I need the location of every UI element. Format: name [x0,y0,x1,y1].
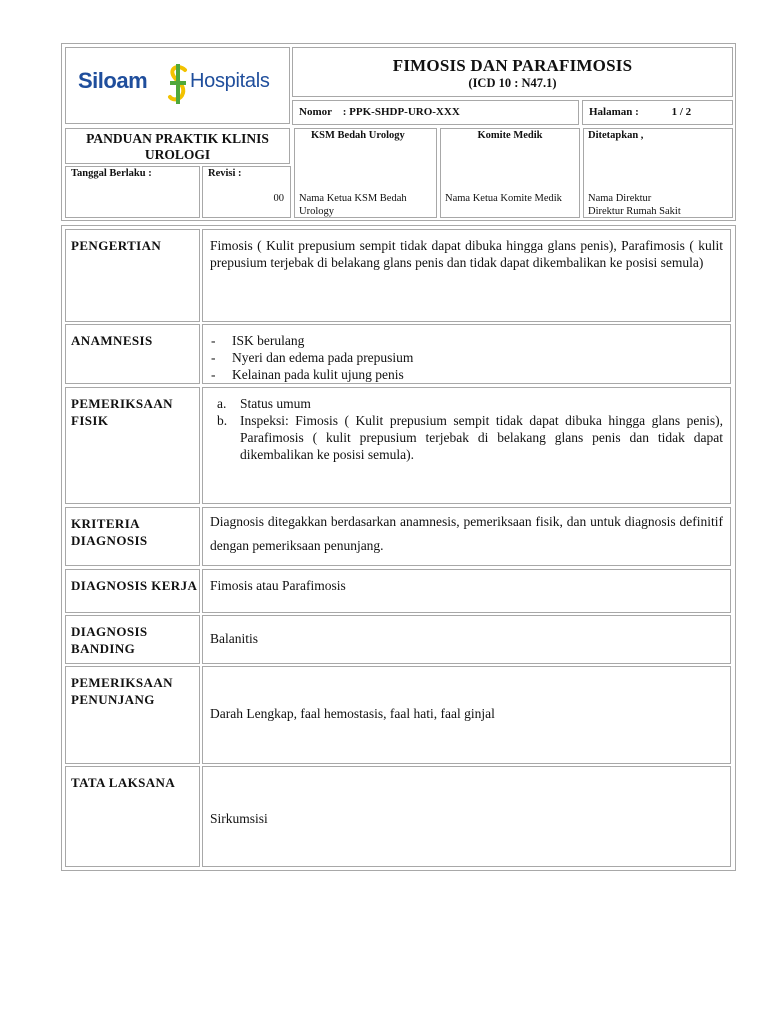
document-title: FIMOSIS DAN PARAFIMOSIS [392,56,633,75]
pemeriksaan-fisik-cell [202,387,731,504]
logo-cell [65,47,290,124]
ksm-signature-cell [294,128,437,218]
list-marker: a. [217,396,227,411]
list-marker: b. [217,413,228,428]
anamnesis-list [210,332,723,383]
logo-brand: Siloam [78,68,148,93]
nomor-cell [292,100,579,125]
diagnosis-banding-label: DIAGNOSIS BANDING [65,615,200,664]
ditetapkan-signature-cell [583,128,733,218]
list-item: - Nyeri dan edema pada prepusium [210,349,723,366]
pengertian-text: Fimosis ( Kulit prepusium sempit tidak dapat dibuka hingga glans penis), Parafimosis ( kulit prepusium terjebak di belakang glans penis dan tidak dapat dikembalikan ke posisi semula) [202,229,731,322]
direktur-name: Nama Direktur [588,193,652,204]
pemeriksaan-penunjang-label: PEMERIKSAAN PENUNJANG [65,666,200,764]
tata-laksana-text: Sirkumsisi [202,766,731,867]
revisi-label: Revisi : [208,168,242,179]
ditetapkan-signatory [588,192,681,218]
list-item [210,412,723,463]
ditetapkan-head: Ditetapkan , [588,130,644,141]
pemeriksaan-fisik-label: PEMERIKSAAN FISIK [65,387,200,504]
direktur-title: Direktur Rumah Sakit [588,206,681,217]
list-item-text: Inspeksi: Fimosis ( Kulit prepusium sempit tidak dapat dibuka hingga glans penis), Parafimosis ( kulit prepusium terjebak di belakang glans penis dan tidak dapat dikembalikan ke posisi semula). [240,413,723,462]
siloam-logo [76,64,286,104]
anamnesis-cell [202,324,731,384]
pengertian-label: PENGERTIAN [65,229,200,322]
diagnosis-kerja-text: Fimosis atau Parafimosis [202,569,731,613]
komite-signatory: Nama Ketua Komite Medik [445,193,562,204]
ksm-signatory: Nama Ketua KSM Bedah Urology [299,193,407,217]
kriteria-diagnosis-text: Diagnosis ditegakkan berdasarkan anamnesis, pemeriksaan fisik, dan untuk diagnosis definitif dengan pemeriksaan penunjang. [202,507,731,566]
komite-head: Komite Medik [477,130,543,141]
list-item: - ISK berulang [210,332,723,349]
tanggal-berlaku-label: Tanggal Berlaku : [65,166,200,218]
nomor-value: : PPK-SHDP-URO-XXX [342,106,460,118]
komite-signature-cell [440,128,580,218]
revisi-cell [202,166,291,218]
logo-mark-icon [166,62,190,106]
revisi-value: 00 [273,193,284,204]
ksm-head: KSM Bedah Urology [311,130,405,141]
halaman-label: Halaman : [589,106,639,118]
halaman-value: 1 / 2 [671,106,692,118]
diagnosis-kerja-label: DIAGNOSIS KERJA [65,569,200,613]
halaman-cell [582,100,733,125]
pemeriksaan-penunjang-text: Darah Lengkap, faal hemostasis, faal hati, faal ginjal [202,666,731,764]
list-item [210,395,723,412]
anamnesis-label: ANAMNESIS [65,324,200,384]
nomor-label: Nomor [299,106,332,118]
list-item: - Kelainan pada kulit ujung penis [210,366,723,383]
logo-suffix: Hospitals [190,70,270,92]
diagnosis-banding-text: Balanitis [202,615,731,664]
kriteria-diagnosis-label: KRITERIA DIAGNOSIS [65,507,200,566]
pemeriksaan-fisik-list [210,395,723,463]
tata-laksana-label: TATA LAKSANA [65,766,200,867]
title-cell [292,47,733,97]
icd-code: (ICD 10 : N47.1) [468,76,557,90]
list-item-text: Status umum [240,396,311,411]
panduan-title: PANDUAN PRAKTIK KLINIS UROLOGI [65,128,290,164]
